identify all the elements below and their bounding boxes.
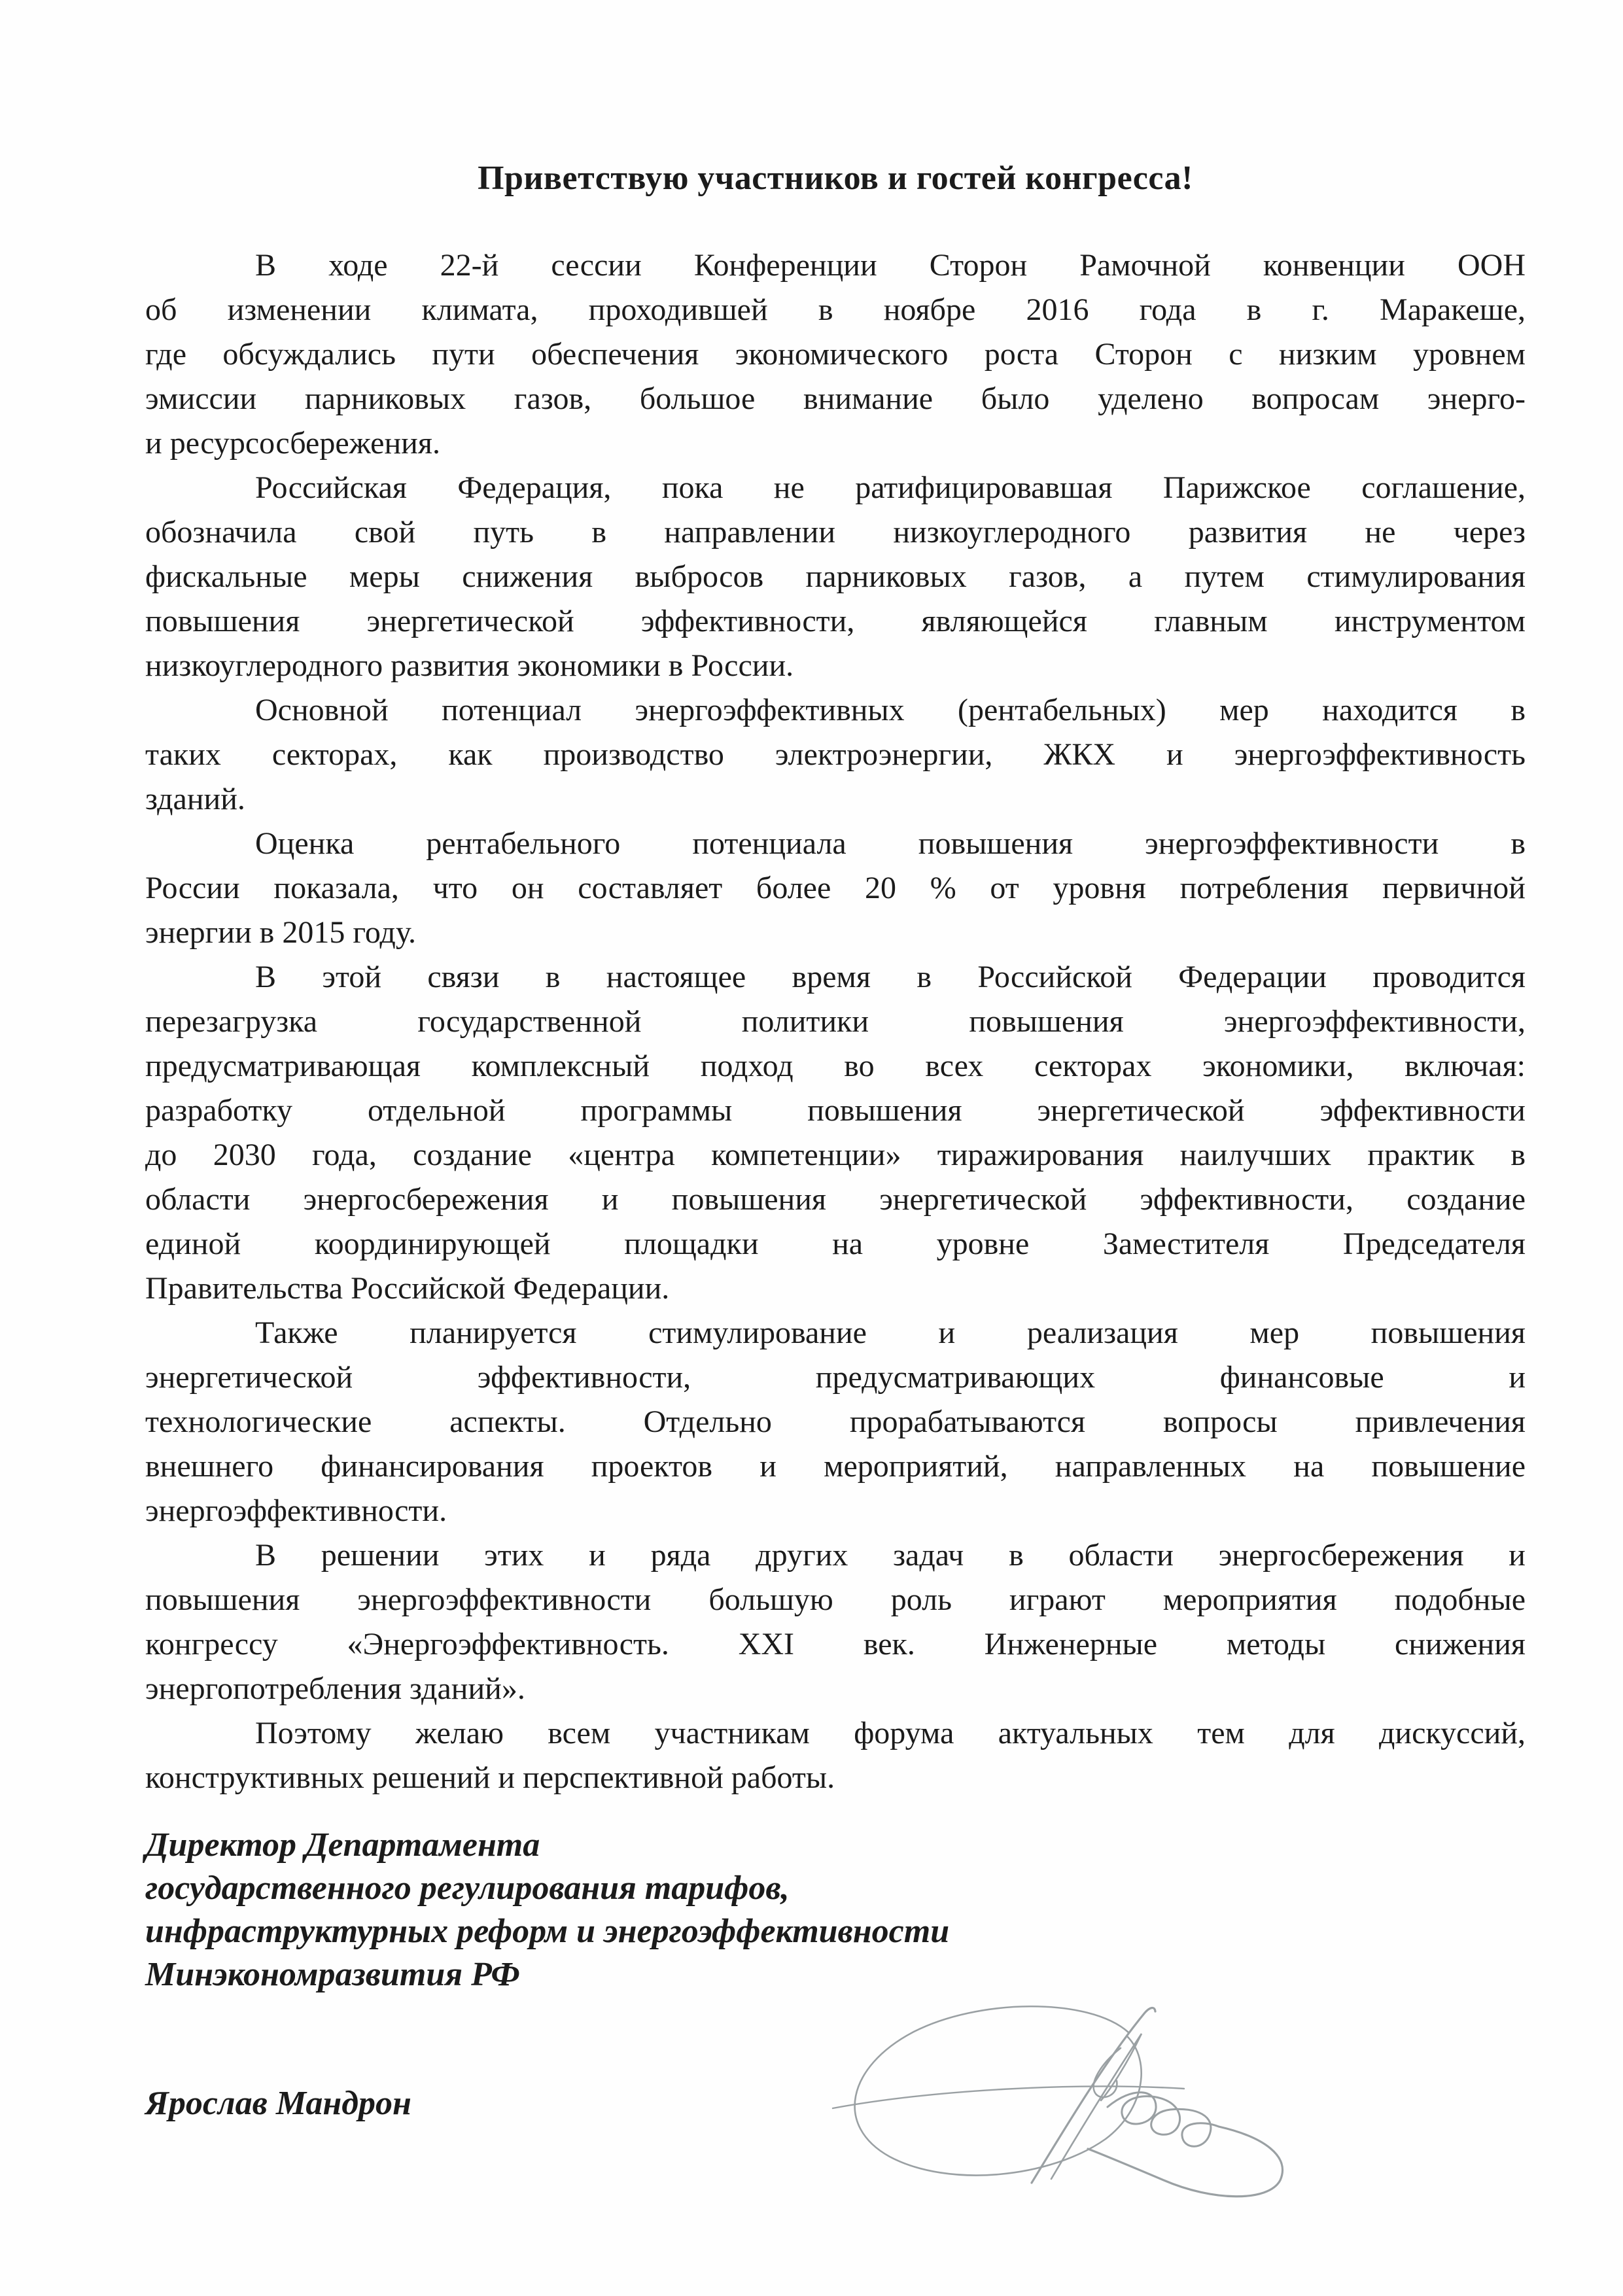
paragraph <box>145 1533 1526 1711</box>
paragraph <box>145 1311 1526 1533</box>
paragraph <box>145 955 1526 1311</box>
body-line: конструктивных решений и перспективной работы. <box>145 1760 835 1795</box>
body-line: разработку отдельной программы повышения энергетической эффективности <box>145 1093 1526 1128</box>
body-line: эмиссии парниковых газов, большое внимание было уделено вопросам энерго- <box>145 381 1526 416</box>
body-line: таких секторах, как производство электроэнергии, ЖКХ и энергоэффективность <box>145 737 1526 772</box>
body-line: фискальные меры снижения выбросов парниковых газов, а путем стимулирования <box>145 559 1526 594</box>
body-line: перезагрузка государственной политики повышения энергоэффективности, <box>145 1004 1526 1039</box>
paragraph <box>145 243 1526 466</box>
paragraph <box>145 466 1526 688</box>
body-line: об изменении климата, проходившей в ноябре 2016 года в г. Маракеше, <box>145 292 1526 327</box>
body-line: Основной потенциал энергоэффективных (рентабельных) мер находится в <box>255 693 1526 727</box>
body-line: России показала, что он составляет более 20 % от уровня потребления первичной <box>145 871 1526 905</box>
body-line: технологические аспекты. Отдельно прорабатываются вопросы привлечения <box>145 1404 1526 1439</box>
handwritten-signature-icon <box>814 1985 1318 2208</box>
body-line: В ходе 22-й сессии Конференции Сторон Рамочной конвенции ООН <box>255 248 1526 283</box>
paragraph <box>145 688 1526 822</box>
paragraph <box>145 822 1526 955</box>
body-line: энергопотребления зданий». <box>145 1671 525 1706</box>
body-line: повышения энергетической эффективности, являющейся главным инструментом <box>145 604 1526 638</box>
body-line: Поэтому желаю всем участникам форума актуальных тем для дискуссий, <box>255 1716 1526 1750</box>
body-line: энергетической эффективности, предусматривающих финансовые и <box>145 1360 1526 1395</box>
body-line: низкоуглеродного развития экономики в России. <box>145 648 794 683</box>
body-line: Оценка рентабельного потенциала повышения энергоэффективности в <box>255 826 1526 861</box>
body-line: предусматривающая комплексный подход во всех секторах экономики, включая: <box>145 1049 1526 1083</box>
body-line: зданий. <box>145 782 245 816</box>
body-line: В решении этих и ряда других задач в области энергосбережения и <box>255 1538 1526 1573</box>
letter-title: Приветствую участников и гостей конгресса! <box>478 160 1193 197</box>
body-line: внешнего финансирования проектов и мероприятий, направленных на повышение <box>145 1449 1526 1484</box>
signatory-title-block <box>145 1824 1257 1996</box>
letter-body <box>145 243 1526 1800</box>
body-line: области энергосбережения и повышения энергетической эффективности, создание <box>145 1182 1526 1217</box>
body-line: единой координирующей площадки на уровне Заместителя Председателя <box>145 1226 1526 1261</box>
body-line: энергоэффективности. <box>145 1493 447 1528</box>
body-line: конгрессу «Энергоэффективность. XXI век. Инженерные методы снижения <box>145 1627 1526 1661</box>
body-line: до 2030 года, создание «центра компетенции» тиражирования наилучших практик в <box>145 1138 1526 1172</box>
body-line: В этой связи в настоящее время в Российской Федерации проводится <box>255 960 1526 994</box>
body-line: энергии в 2015 году. <box>145 915 417 950</box>
body-line: и ресурсосбережения. <box>145 426 440 461</box>
signatory-title-line: государственного регулирования тарифов, <box>145 1870 790 1907</box>
body-line: где обсуждались пути обеспечения экономического роста Сторон с низким уровнем <box>145 337 1526 372</box>
signatory-title-line: Директор Департамента <box>145 1826 540 1864</box>
paragraph <box>145 1711 1526 1800</box>
body-line: повышения энергоэффективности большую роль играют мероприятия подобные <box>145 1582 1526 1617</box>
body-line: Российская Федерация, пока не ратифицировавшая Парижское соглашение, <box>255 470 1526 505</box>
body-line: Правительства Российской Федерации. <box>145 1271 670 1306</box>
signatory-name: Ярослав Мандрон <box>145 2085 411 2122</box>
signatory-title-line: Минэкономразвития РФ <box>145 1956 520 1993</box>
body-line: Также планируется стимулирование и реализация мер повышения <box>255 1315 1526 1350</box>
body-line: обозначила свой путь в направлении низкоуглеродного развития не через <box>145 515 1526 549</box>
signatory-title-line: инфраструктурных реформ и энергоэффективности <box>145 1913 950 1950</box>
